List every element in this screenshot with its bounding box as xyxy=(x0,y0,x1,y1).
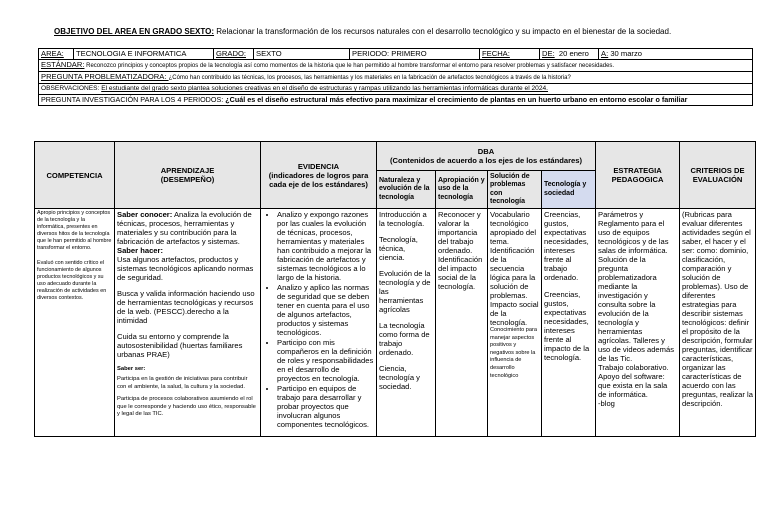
observaciones-cell xyxy=(39,84,753,95)
estandar-text: Reconozco principios y conceptos propios de la tecnología así como momentos de la historia que le han permitido al hombre transformar el entorno para resolver problemas y satisfacer necesidades. xyxy=(84,63,615,69)
evidencia-item: • Analizo y expongo razones por las cuales la evolución de técnicas, procesos, herramientas y materiales han contribuido a mejorar la fabricación de artefactos y sistemas tecnológicos a lo largo de la historia. xyxy=(277,210,374,282)
header-evidencia: EVIDENCIA (indicadores de logros para cada eje de los estándares) xyxy=(261,142,377,209)
sociedad-item: Creencias, gustos, expectativas necesidades, intereses frente al impacto de la tecnología. xyxy=(544,290,590,362)
a-label: A: xyxy=(601,49,609,58)
competencia-1: Apropio principios y conceptos de la tecnología y la informática, presentes en diversos hitos de la tecnología que le han permitido al hombre transformar el entorno. xyxy=(37,210,112,251)
estandar-cell xyxy=(39,60,753,72)
pregunta-cell xyxy=(39,72,753,84)
fecha-de xyxy=(540,49,599,60)
cell-naturaleza xyxy=(377,209,436,437)
observaciones-text: El estudiante del grado sexto plantea soluciones creativas en el diseño de estructuras y rampas utilizando las herramientas informáticas durante el 2024. xyxy=(101,85,549,92)
saber-conocer-text: Analiza la evolución de técnicas, procesos, herramientas y materiales y su contribución para la fabricación de artefactos y sistemas. xyxy=(117,210,252,246)
header-dba-naturaleza: Naturaleza y evolución de la tecnología xyxy=(377,171,436,209)
naturaleza-item: Introducción a la tecnología. xyxy=(379,210,427,228)
evidencia-item: • Analizo y aplico las normas de seguridad que se deben tener en cuenta para el uso de algunos artefactos, productos y sistemas tecnológicos. xyxy=(277,283,374,337)
naturaleza-item: La tecnología como forma de trabajo ordenado. xyxy=(379,321,430,357)
cuida-text: Cuida su entorno y comprende la autosostenibilidad (huertas familiares urbanas PRAE) xyxy=(117,332,243,359)
header-dba: DBA (Contenidos de acuerdo a los ejes de los estándares) xyxy=(377,142,596,171)
grado-value: SEXTO xyxy=(254,49,350,60)
naturaleza-item: Evolución de la tecnología y de las herramientas agrícolas xyxy=(379,269,431,314)
evidencia-list xyxy=(263,210,374,429)
objective-line xyxy=(54,27,671,36)
cell-sociedad xyxy=(542,209,596,437)
investigacion-text: ¿Cuál es el diseño estructural más efectivo para maximizar el crecimiento de plantas en un huerto urbano en entorno escolar o familiar xyxy=(225,95,688,104)
header-dba-apropiacion: Apropiación y uso de la tecnología xyxy=(436,171,488,209)
periodo-label: PERIODO: PRIMERO xyxy=(350,49,480,60)
header-estrategia: ESTRATEGIA PEDAGOGICA xyxy=(596,142,680,209)
fecha-label: FECHA: xyxy=(480,49,540,60)
meta-row-area xyxy=(39,49,753,60)
main-table xyxy=(34,141,756,437)
cell-aprendizaje xyxy=(115,209,261,437)
naturaleza-item: Ciencia, tecnología y sociedad. xyxy=(379,364,420,391)
cell-apropiacion: Reconocer y valorar la importancia del trabajo ordenado. Identificación del impacto social de la tecnología. xyxy=(436,209,488,437)
grado-label: GRADO: xyxy=(214,49,254,60)
meta-table xyxy=(38,48,753,106)
sociedad-item: Creencias, gustos, expectativas necesidades, intereses frente al trabajo ordenado. xyxy=(544,210,589,282)
objective-label: OBJETIVO DEL AREA EN GRADO SEXTO: xyxy=(54,27,215,36)
meta-row-pregunta xyxy=(39,72,753,84)
estandar-label: ESTÁNDAR: xyxy=(41,60,85,69)
saber-conocer xyxy=(117,210,258,246)
header-aprendizaje: APRENDIZAJE (DESEMPEÑO) xyxy=(115,142,261,209)
content-row xyxy=(35,209,756,437)
cell-solucion xyxy=(488,209,542,437)
cell-evidencia xyxy=(261,209,377,437)
saber-ser-label: Saber ser: xyxy=(117,366,146,372)
area-label: AREA: xyxy=(39,49,74,60)
objective-text: Relacionar la transformación de los recursos naturales con el desarrollo tecnológico y su impacto en el bienestar de la sociedad. xyxy=(214,27,672,36)
cell-competencia xyxy=(35,209,115,437)
busca-text: Busca y valida información haciendo uso de herramientas tecnológicas y recursos de la web. (PESCC).derecho a la intimidad xyxy=(117,289,255,325)
header-competencia: COMPETENCIA xyxy=(35,142,115,209)
competencia-2: Evaluó con sentido crítico el funcionamiento de algunos productos tecnológicos y su uso adecuado durante la realización de actividades en diversos contextos. xyxy=(37,260,107,301)
de-value: 20 enero xyxy=(558,49,589,58)
header-criterios: CRITERIOS DE EVALUACIÓN xyxy=(680,142,756,209)
saber-hacer-text: Usa algunos artefactos, productos y sistemas tecnológicos aplicando normas de seguridad. xyxy=(117,255,254,282)
header-dba-sociedad: Tecnología y sociedad xyxy=(542,171,596,209)
pregunta-label: PREGUNTA PROBLEMATIZADORA: xyxy=(41,72,169,81)
observaciones-label: OBSERVACIONES: xyxy=(41,85,102,92)
header-row-1 xyxy=(35,142,756,171)
meta-row-observaciones xyxy=(39,84,753,95)
area-value: TECNOLOGIA E INFORMATICA xyxy=(74,49,214,60)
evidencia-item: • Participo en equipos de trabajo para desarrollar y probar proyectos que involucran algunos componentes tecnológicos. xyxy=(277,384,374,429)
meta-row-investigacion xyxy=(39,95,753,106)
investigacion-label: PREGUNTA INVESTIGACIÓN PARA LOS 4 PERIODOS: xyxy=(41,95,226,104)
a-value: 30 marzo xyxy=(610,49,642,58)
de-label: DE: xyxy=(542,49,555,58)
cell-criterios: (Rubricas para evaluar diferentes actividades según el saber, el hacer y el ser: como: dominio, clasificación, comparación y solución de problemas). Uso de diferentes estrategias para describir sistemas tecnológicos: definir el propósito de la descripción, formular preguntas, identificar características, organizar las características de acuerdo con las preguntas, realizar la descripción. xyxy=(680,209,756,437)
pregunta-text: ¿Cómo han contribuido las técnicas, los procesos, las herramientas y los materiales en la fabricación de artefactos tecnológicos a través de la historia? xyxy=(168,75,571,81)
fecha-a xyxy=(599,49,753,60)
investigacion-cell xyxy=(39,95,753,106)
solucion-small: Conocimiento para manejar aspectos positivos y negativos sobre la influencia de desarrollo tecnológico xyxy=(490,327,537,379)
solucion-main: Vocabulario tecnológico apropiado del tema. Identificación de la secuencia lógica para la solución de problemas. Impacto social de la tecnología. xyxy=(490,210,539,327)
evidencia-item: • Participo con mis compañeros en la definición de roles y responsabilidades en el desarrollo de proyectos en tecnología. xyxy=(277,338,374,383)
meta-row-estandar xyxy=(39,60,753,72)
header-dba-solucion: Solución de problemas con tecnología xyxy=(488,171,542,209)
saber-conocer-label: Saber conocer: xyxy=(117,210,173,219)
participa-2: Participa de procesos colaborativos asumiendo el rol que le corresponde y haciendo uso ético, responsable y legal de las TIC. xyxy=(117,396,256,418)
cell-estrategia: Parámetros y Reglamento para el uso de equipos tecnológicos y de las salas de informática. Solución de la pregunta problematizadora mediante la investigación y consulta sobre la evolución de la tecnología y herramientas agrícolas. Talleres y uso de videos además de las Tic. Trabajo colaborativo. Apoyo del software: que exista en la sala de informática. -blog xyxy=(596,209,680,437)
naturaleza-item: Tecnología, técnica, ciencia. xyxy=(379,235,418,262)
participa-1: Participa en la gestión de iniciativas para contribuir con el ambiente, la salud, la cultura y la sociedad. xyxy=(117,376,248,390)
saber-hacer-label: Saber hacer: xyxy=(117,246,164,255)
